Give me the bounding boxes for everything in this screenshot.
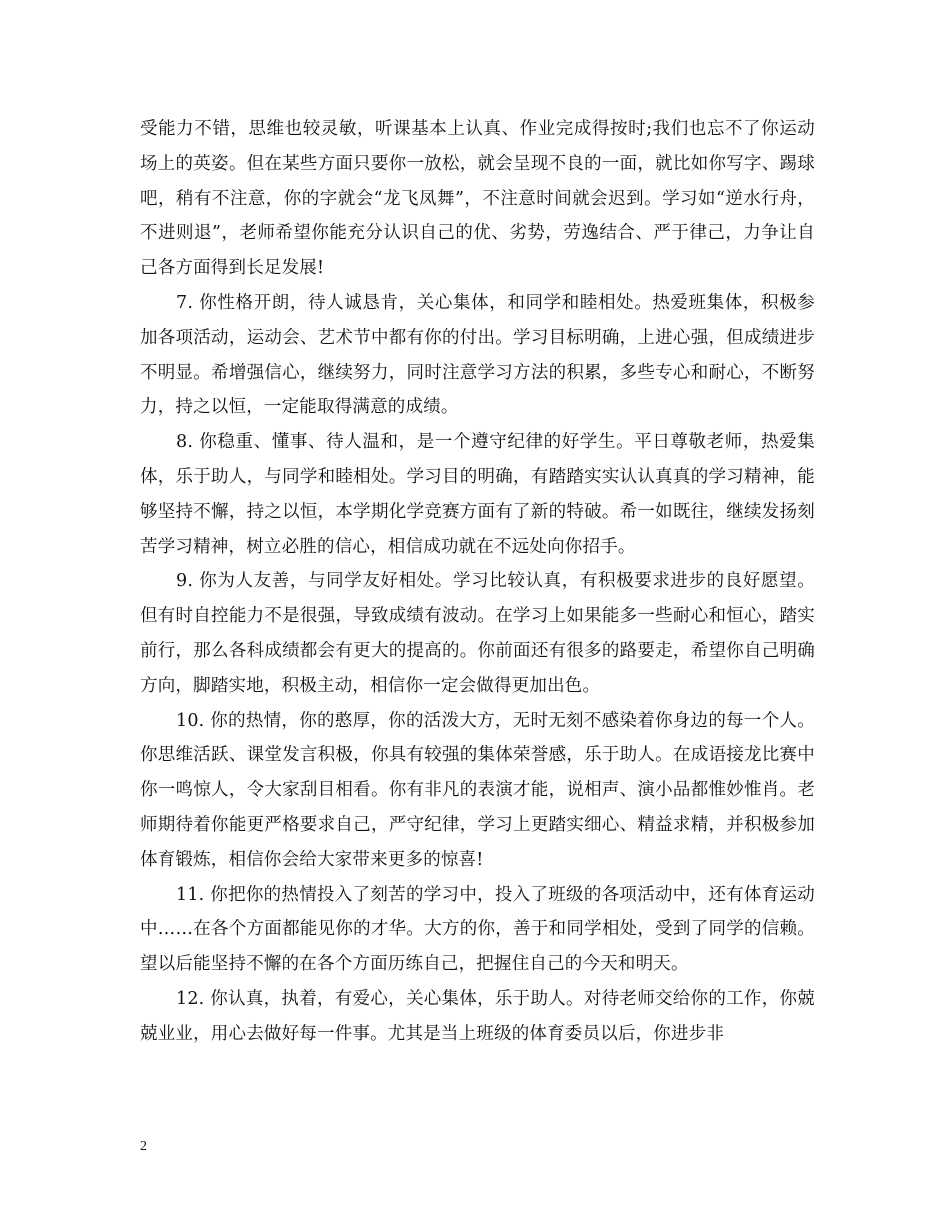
paragraph-continuation: 受能力不错，思维也较灵敏，听课基本上认真、作业完成得按时;我们也忘不了你运动场上的英姿。但在某些方面只要你一放松，就会呈现不良的一面，就比如你写字、踢球吧，稍有不注意，你的字就会“龙飞凤舞”，不注意时间就会迟到。学习如“逆水行舟，不进则退”，老师希望你能充分认识自己的优、劣势，劳逸结合、严于律己，力争让自己各方面得到长足发展! bbox=[140, 119, 815, 279]
paragraph-item-10: 10. 你的热情，你的憨厚，你的活泼大方，无时无刻不感染着你身边的每一个人。你思维活跃、课堂发言积极，你具有较强的集体荣誉感，乐于助人。在成语接龙比赛中你一鸣惊人，令大家刮目相看。你有非凡的表演才能，说相声、演小品都惟妙惟肖。老师期待着你能更严格要求自己，严守纪律，学习上更踏实细心、精益求精，并积极参加体育锻炼，相信你会给大家带来更多的惊喜! bbox=[140, 710, 815, 870]
paragraph-item-8: 8. 你稳重、懂事、待人温和，是一个遵守纪律的好学生。平日尊敬老师，热爱集体，乐于助人，与同学和睦相处。学习目的明确，有踏踏实实认认真真的学习精神，能够坚持不懈，持之以恒，本学期化学竞赛方面有了新的特破。希一如既往，继续发扬刻苦学习精神，树立必胜的信心，相信成功就在不远处向你招手。 bbox=[140, 432, 815, 557]
paragraph-item-9: 9. 你为人友善，与同学友好相处。学习比较认真，有积极要求进步的良好愿望。但有时自控能力不是很强，导致成绩有波动。在学习上如果能多一些耐心和恒心，踏实前行，那么各科成绩都会有更大的提高的。你前面还有很多的路要走，希望你自己明确方向，脚踏实地，积极主动，相信你一定会做得更加出色。 bbox=[140, 571, 815, 696]
paragraph-item-12: 12. 你认真，执着，有爱心，关心集体，乐于助人。对待老师交给你的工作，你兢兢业业，用心去做好每一件事。尤其是当上班级的体育委员以后，你进步非 bbox=[140, 988, 815, 1044]
body-text bbox=[140, 112, 815, 1052]
paragraph-item-7: 7. 你性格开朗，待人诚恳肯，关心集体，和同学和睦相处。热爱班集体，积极参加各项活动，运动会、艺术节中都有你的付出。学习目标明确，上进心强，但成绩进步不明显。希增强信心，继续努力，同时注意学习方法的积累，多些专心和耐心，不断努力，持之以恒，一定能取得满意的成绩。 bbox=[140, 292, 815, 418]
page-number: 2 bbox=[140, 1139, 147, 1154]
paragraph-item-11: 11. 你把你的热情投入了刻苦的学习中，投入了班级的各项活动中，还有体育运动中……在各个方面都能见你的才华。大方的你，善于和同学相处，受到了同学的信赖。望以后能坚持不懈的在各个方面历练自己，把握住自己的今天和明天。 bbox=[140, 884, 815, 975]
